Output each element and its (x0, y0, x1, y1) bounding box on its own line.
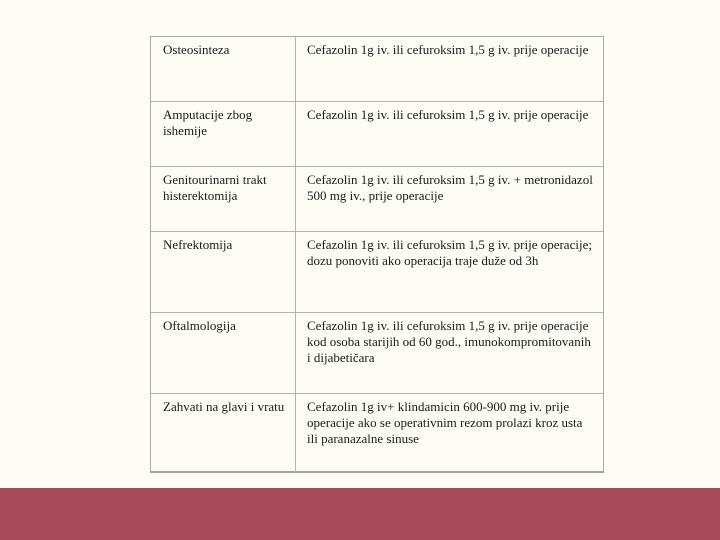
prophylaxis-cell: Cefazolin 1g iv. ili cefuroksim 1,5 g iv. prije operacije (307, 42, 589, 57)
table-row (151, 167, 603, 232)
procedure-cell: Zahvati na glavi i vratu (151, 394, 296, 472)
prophylaxis-cell: Cefazolin 1g iv. ili cefuroksim 1,5 g iv. + metronidazol 500 mg iv., prije operacije (307, 172, 593, 203)
table-row (151, 232, 603, 313)
procedure-cell: Genitourinarni trakt histerektomija (151, 167, 296, 231)
prophylaxis-cell: Cefazolin 1g iv. ili cefuroksim 1,5 g iv. prije operacije kod osoba starijih od 60 god., imunokompromitovanih i dijabetičara (307, 318, 591, 365)
table-row (151, 37, 603, 102)
table-row (151, 313, 603, 394)
prophylaxis-cell: Cefazolin 1g iv. ili cefuroksim 1,5 g iv. prije operacije (307, 107, 589, 122)
procedure-cell: Osteosinteza (151, 37, 296, 101)
prophylaxis-cell: Cefazolin 1g iv. ili cefuroksim 1,5 g iv. prije operacije; dozu ponoviti ako operacija traje duže od 3h (307, 237, 592, 268)
table-row (151, 394, 603, 472)
procedure-cell: Oftalmologija (151, 313, 296, 393)
prophylaxis-table (150, 36, 604, 473)
footer-bar (0, 488, 720, 540)
prophylaxis-cell: Cefazolin 1g iv+ klindamicin 600-900 mg iv. prije operacije ako se operativnim rezom prolazi kroz usta ili paranazalne sinuse (307, 399, 583, 446)
table-row (151, 102, 603, 167)
procedure-cell: Amputacije zbog ishemije (151, 102, 296, 166)
procedure-cell: Nefrektomija (151, 232, 296, 312)
